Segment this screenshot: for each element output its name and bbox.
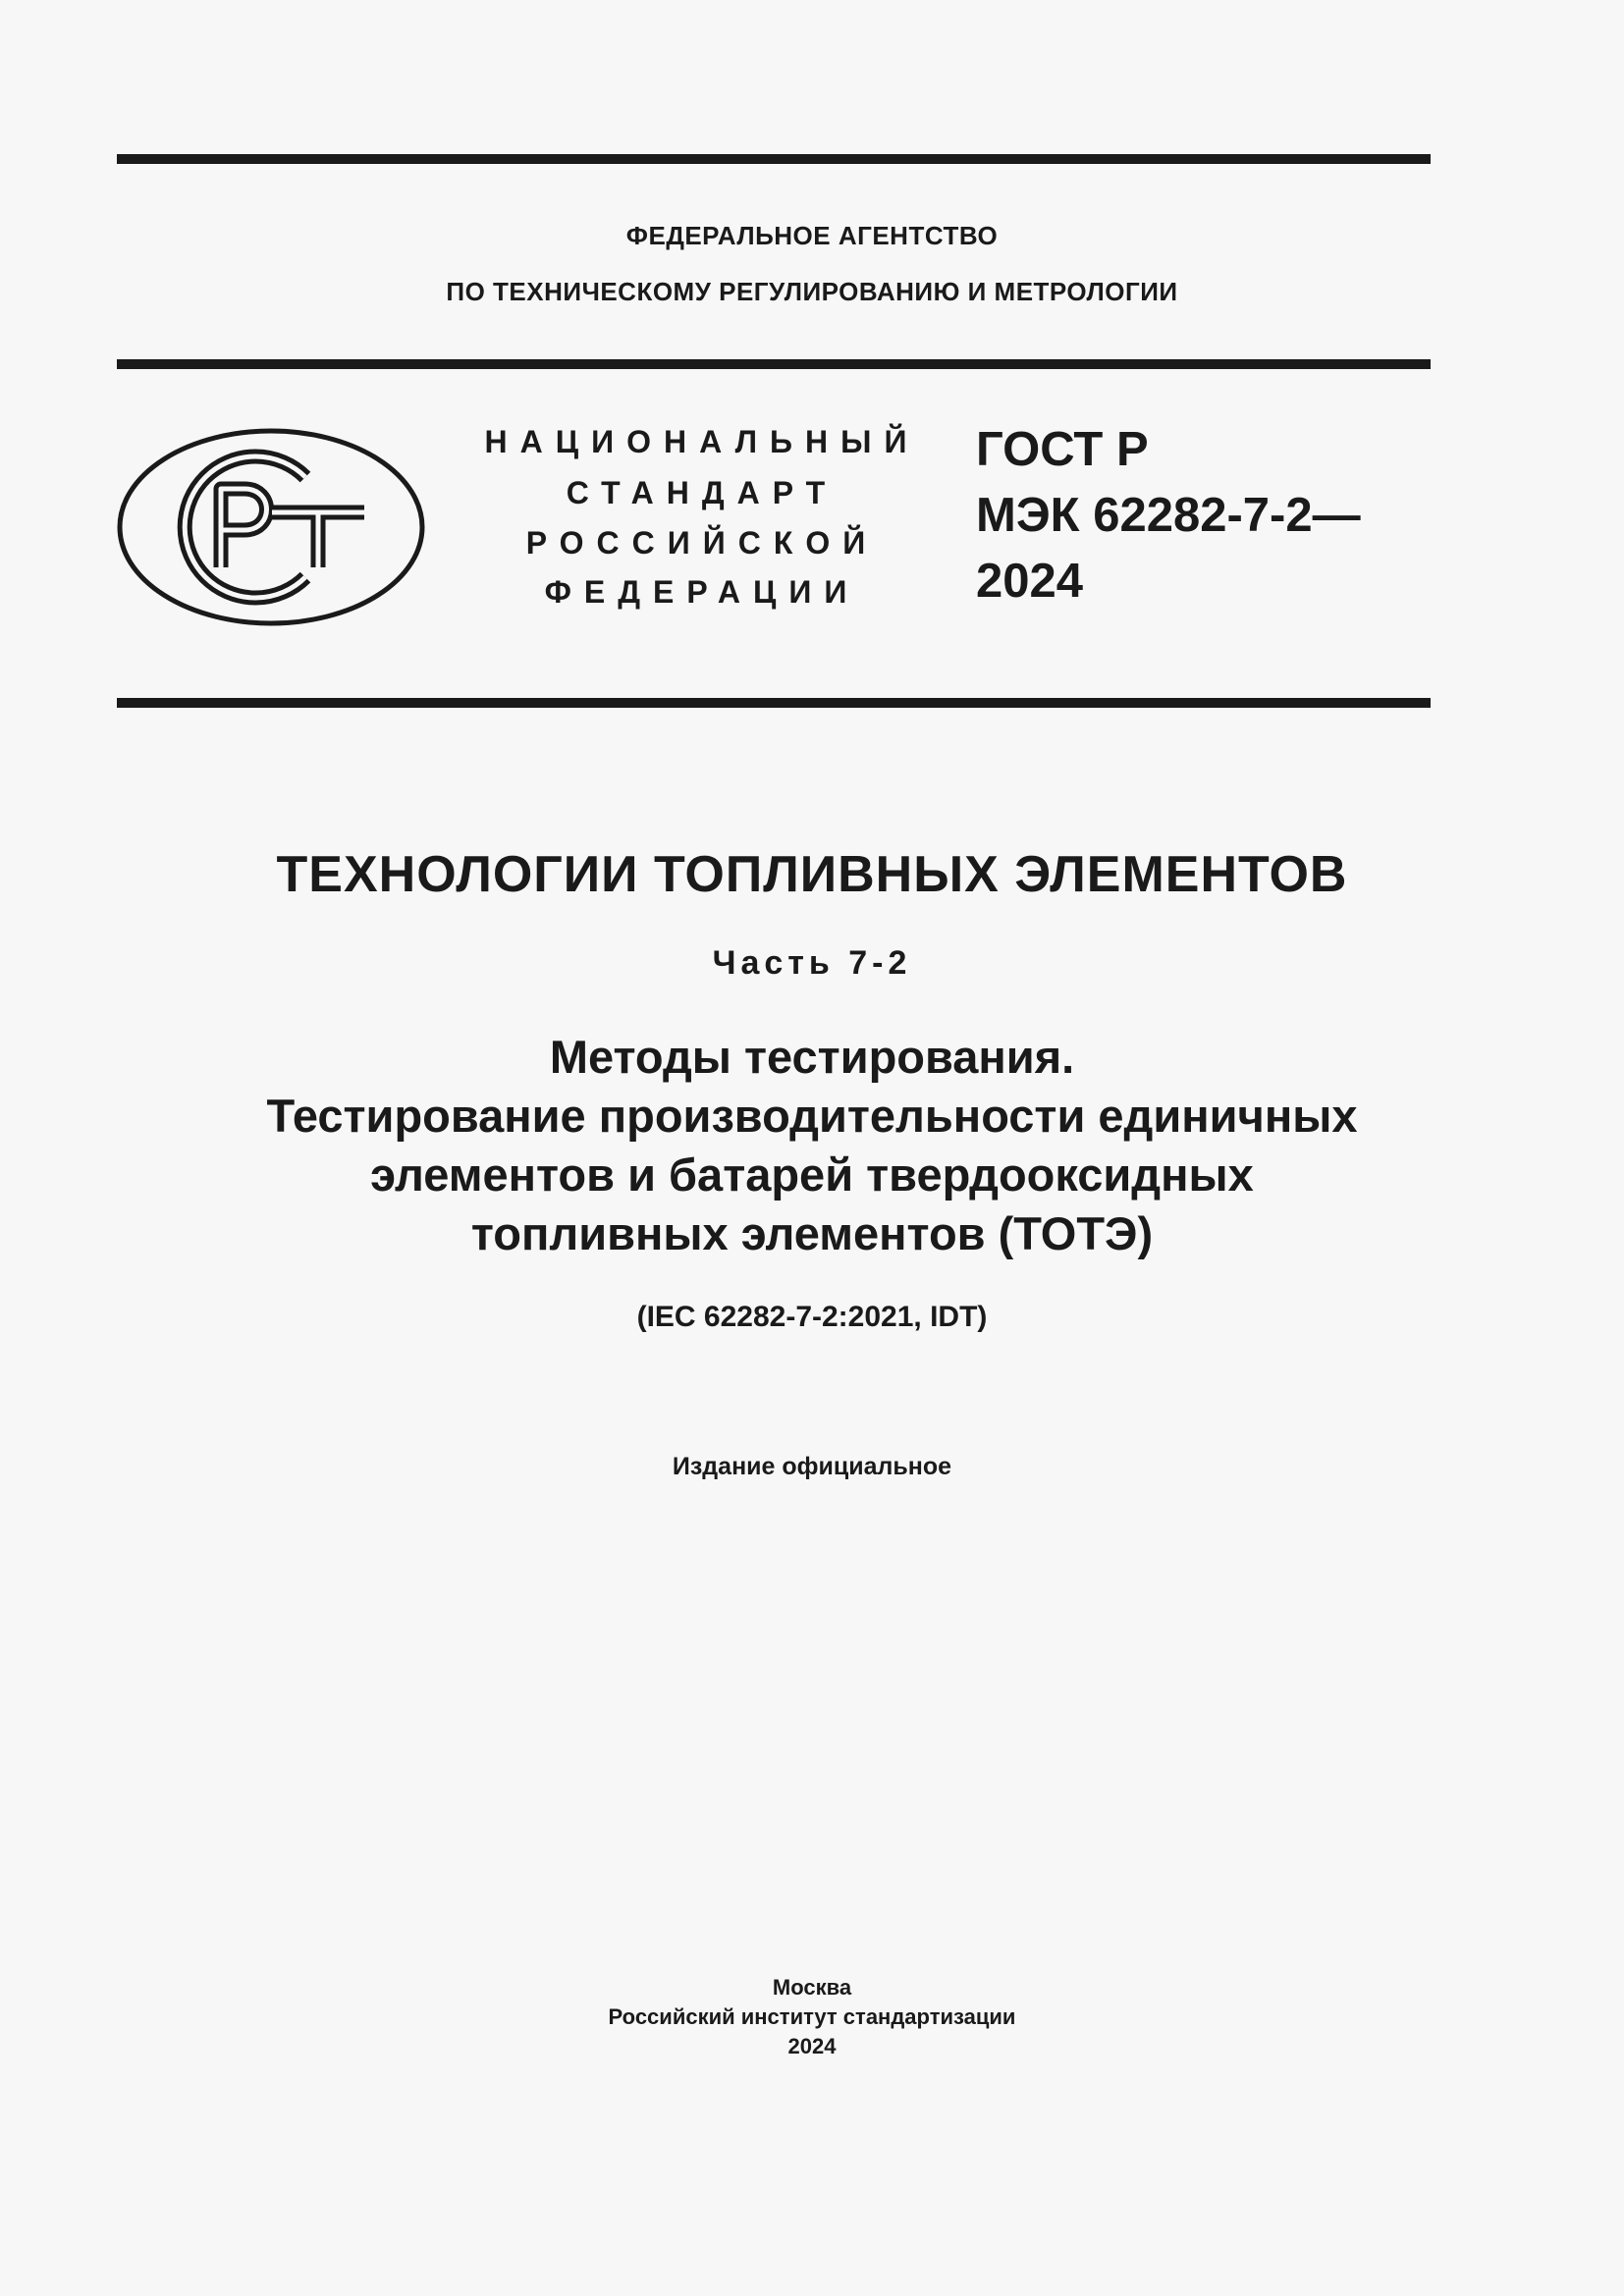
standard-type-line-1: НАЦИОНАЛЬНЫЙ bbox=[484, 424, 920, 459]
iec-reference: (IEC 62282-7-2:2021, IDT) bbox=[636, 1301, 988, 1333]
agency-line-2: ПО ТЕХНИЧЕСКОМУ РЕГУЛИРОВАНИЮ И МЕТРОЛОГИИ bbox=[446, 277, 1178, 306]
subtitle-line-2: Тестирование производительности единичных bbox=[266, 1090, 1358, 1142]
publisher-name: Российский институт стандартизации bbox=[608, 2004, 1016, 2029]
designation-line-3: 2024 bbox=[976, 555, 1084, 608]
subtitle-line-1: Методы тестирования. bbox=[549, 1031, 1075, 1083]
standard-type-line-4: ФЕДЕРАЦИИ bbox=[544, 574, 860, 610]
subtitle-line-4: топливных элементов (ТОТЭ) bbox=[470, 1207, 1154, 1259]
standard-type-line-2: СТАНДАРТ bbox=[566, 475, 839, 510]
standard-type-line-3: РОССИЙСКОЙ bbox=[525, 525, 879, 561]
edition-label: Издание официальное bbox=[672, 1453, 952, 1480]
designation-line-2: МЭК 62282-7-2— bbox=[976, 489, 1361, 542]
main-title: ТЕХНОЛОГИИ ТОПЛИВНЫХ ЭЛЕМЕНТОВ bbox=[276, 846, 1348, 903]
agency-rule bbox=[117, 359, 1431, 369]
rst-certification-mark-icon bbox=[117, 428, 425, 626]
designation-rule bbox=[117, 698, 1431, 708]
part-number: Часть 7-2 bbox=[712, 944, 912, 982]
designation-line-1: ГОСТ Р bbox=[976, 423, 1149, 476]
publication-city: Москва bbox=[772, 1975, 852, 2000]
agency-line-1: ФЕДЕРАЛЬНОЕ АГЕНТСТВО bbox=[625, 221, 999, 250]
subtitle-line-3: элементов и батарей твердооксидных bbox=[370, 1148, 1254, 1201]
publication-year: 2024 bbox=[787, 2034, 837, 2058]
top-rule bbox=[117, 154, 1431, 164]
